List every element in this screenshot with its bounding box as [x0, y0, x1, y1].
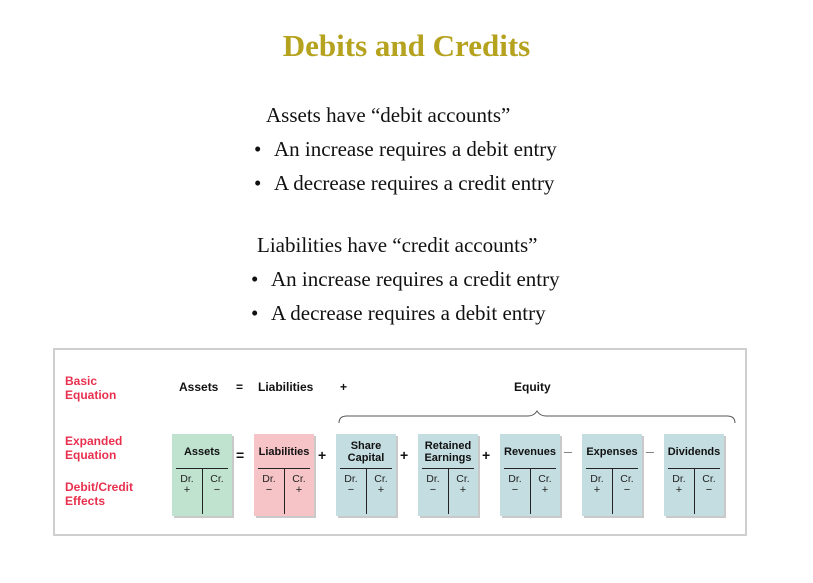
- basic-plus-sign: +: [340, 380, 348, 394]
- debit-sign: +: [675, 484, 683, 496]
- liabilities-rule-block: [251, 233, 560, 335]
- credit-sign: −: [213, 484, 221, 496]
- debit-sign: −: [265, 484, 273, 496]
- t-account-title: Share Capital: [347, 440, 385, 464]
- debit-label: Dr.: [180, 473, 194, 485]
- t-account-title: Retained Earnings: [424, 440, 472, 464]
- credit-label: Cr.: [620, 473, 634, 485]
- t-account-share-capital: [336, 434, 396, 516]
- accounting-equation-diagram: [53, 348, 747, 536]
- debit-credit-effects-label: Debit/Credit Effects: [65, 480, 134, 508]
- bullet-item: [254, 171, 557, 195]
- t-account-title: Revenues: [504, 446, 556, 458]
- debit-label: Dr.: [344, 473, 358, 485]
- bullet-item: [251, 301, 560, 325]
- bullet-icon: •: [251, 267, 259, 291]
- debit-label: Dr.: [590, 473, 604, 485]
- expanded-equation-label: Expanded Equation: [65, 434, 123, 462]
- equation-operator: _: [646, 438, 654, 454]
- equation-operator: _: [564, 438, 572, 454]
- credit-sign: −: [623, 484, 631, 496]
- credit-sign: +: [541, 484, 549, 496]
- debit-side: [500, 474, 530, 496]
- credit-label: Cr.: [292, 473, 306, 485]
- t-account-title: Assets: [183, 446, 221, 458]
- t-account-title: Dividends: [667, 446, 721, 458]
- equation-operator: +: [400, 447, 409, 463]
- equation-operator: =: [236, 447, 245, 463]
- bullet-item: [251, 267, 560, 291]
- credit-side: [366, 474, 396, 496]
- bullet-text: A decrease requires a debit entry: [271, 301, 546, 325]
- credit-side: [694, 474, 724, 496]
- liabilities-heading: Liabilities have “credit accounts”: [257, 233, 538, 257]
- debit-side: [172, 474, 202, 496]
- bullet-icon: •: [254, 171, 262, 195]
- credit-label: Cr.: [374, 473, 388, 485]
- basic-equity-header: Equity: [514, 380, 551, 394]
- debit-sign: −: [429, 484, 437, 496]
- assets-heading: Assets have “debit accounts”: [266, 103, 511, 127]
- debit-label: Dr.: [508, 473, 522, 485]
- credit-side: [530, 474, 560, 496]
- debit-sign: +: [593, 484, 601, 496]
- debit-side: [664, 474, 694, 496]
- basic-equation-label: Basic Equation: [65, 374, 117, 402]
- bullet-icon: •: [254, 137, 262, 161]
- debit-label: Dr.: [262, 473, 276, 485]
- equity-brace: [338, 410, 736, 424]
- credit-sign: +: [295, 484, 303, 496]
- debit-label: Dr.: [672, 473, 686, 485]
- credit-label: Cr.: [702, 473, 716, 485]
- assets-rule-block: [254, 103, 557, 205]
- credit-label: Cr.: [456, 473, 470, 485]
- credit-sign: +: [459, 484, 467, 496]
- credit-sign: −: [705, 484, 713, 496]
- bullet-item: [254, 137, 557, 161]
- bullet-icon: •: [251, 301, 259, 325]
- debit-side: [254, 474, 284, 496]
- t-account-title: Liabilities: [258, 446, 310, 458]
- t-account-dividends: [664, 434, 724, 516]
- credit-side: [202, 474, 232, 496]
- credit-sign: +: [377, 484, 385, 496]
- t-account-revenues: [500, 434, 560, 516]
- basic-assets-header: Assets: [179, 380, 219, 394]
- t-account-retained-earnings: [418, 434, 478, 516]
- debit-side: [582, 474, 612, 496]
- bullet-text: A decrease requires a credit entry: [274, 171, 555, 195]
- debit-side: [336, 474, 366, 496]
- debit-label: Dr.: [426, 473, 440, 485]
- bullet-text: An increase requires a credit entry: [271, 267, 560, 291]
- bullet-text: An increase requires a debit entry: [274, 137, 557, 161]
- credit-side: [448, 474, 478, 496]
- debit-sign: −: [511, 484, 519, 496]
- t-account-expenses: [582, 434, 642, 516]
- credit-side: [284, 474, 314, 496]
- debit-side: [418, 474, 448, 496]
- slide-title: Debits and Credits: [282, 28, 531, 63]
- credit-label: Cr.: [210, 473, 224, 485]
- basic-equals-sign: =: [236, 380, 244, 394]
- basic-liabilities-header: Liabilities: [258, 380, 314, 394]
- debit-sign: +: [183, 484, 191, 496]
- debit-sign: −: [347, 484, 355, 496]
- t-account-assets: [172, 434, 232, 516]
- credit-side: [612, 474, 642, 496]
- t-account-title: Expenses: [586, 446, 638, 458]
- t-account-liabilities: [254, 434, 314, 516]
- credit-label: Cr.: [538, 473, 552, 485]
- equation-operator: +: [318, 447, 327, 463]
- equation-operator: +: [482, 447, 491, 463]
